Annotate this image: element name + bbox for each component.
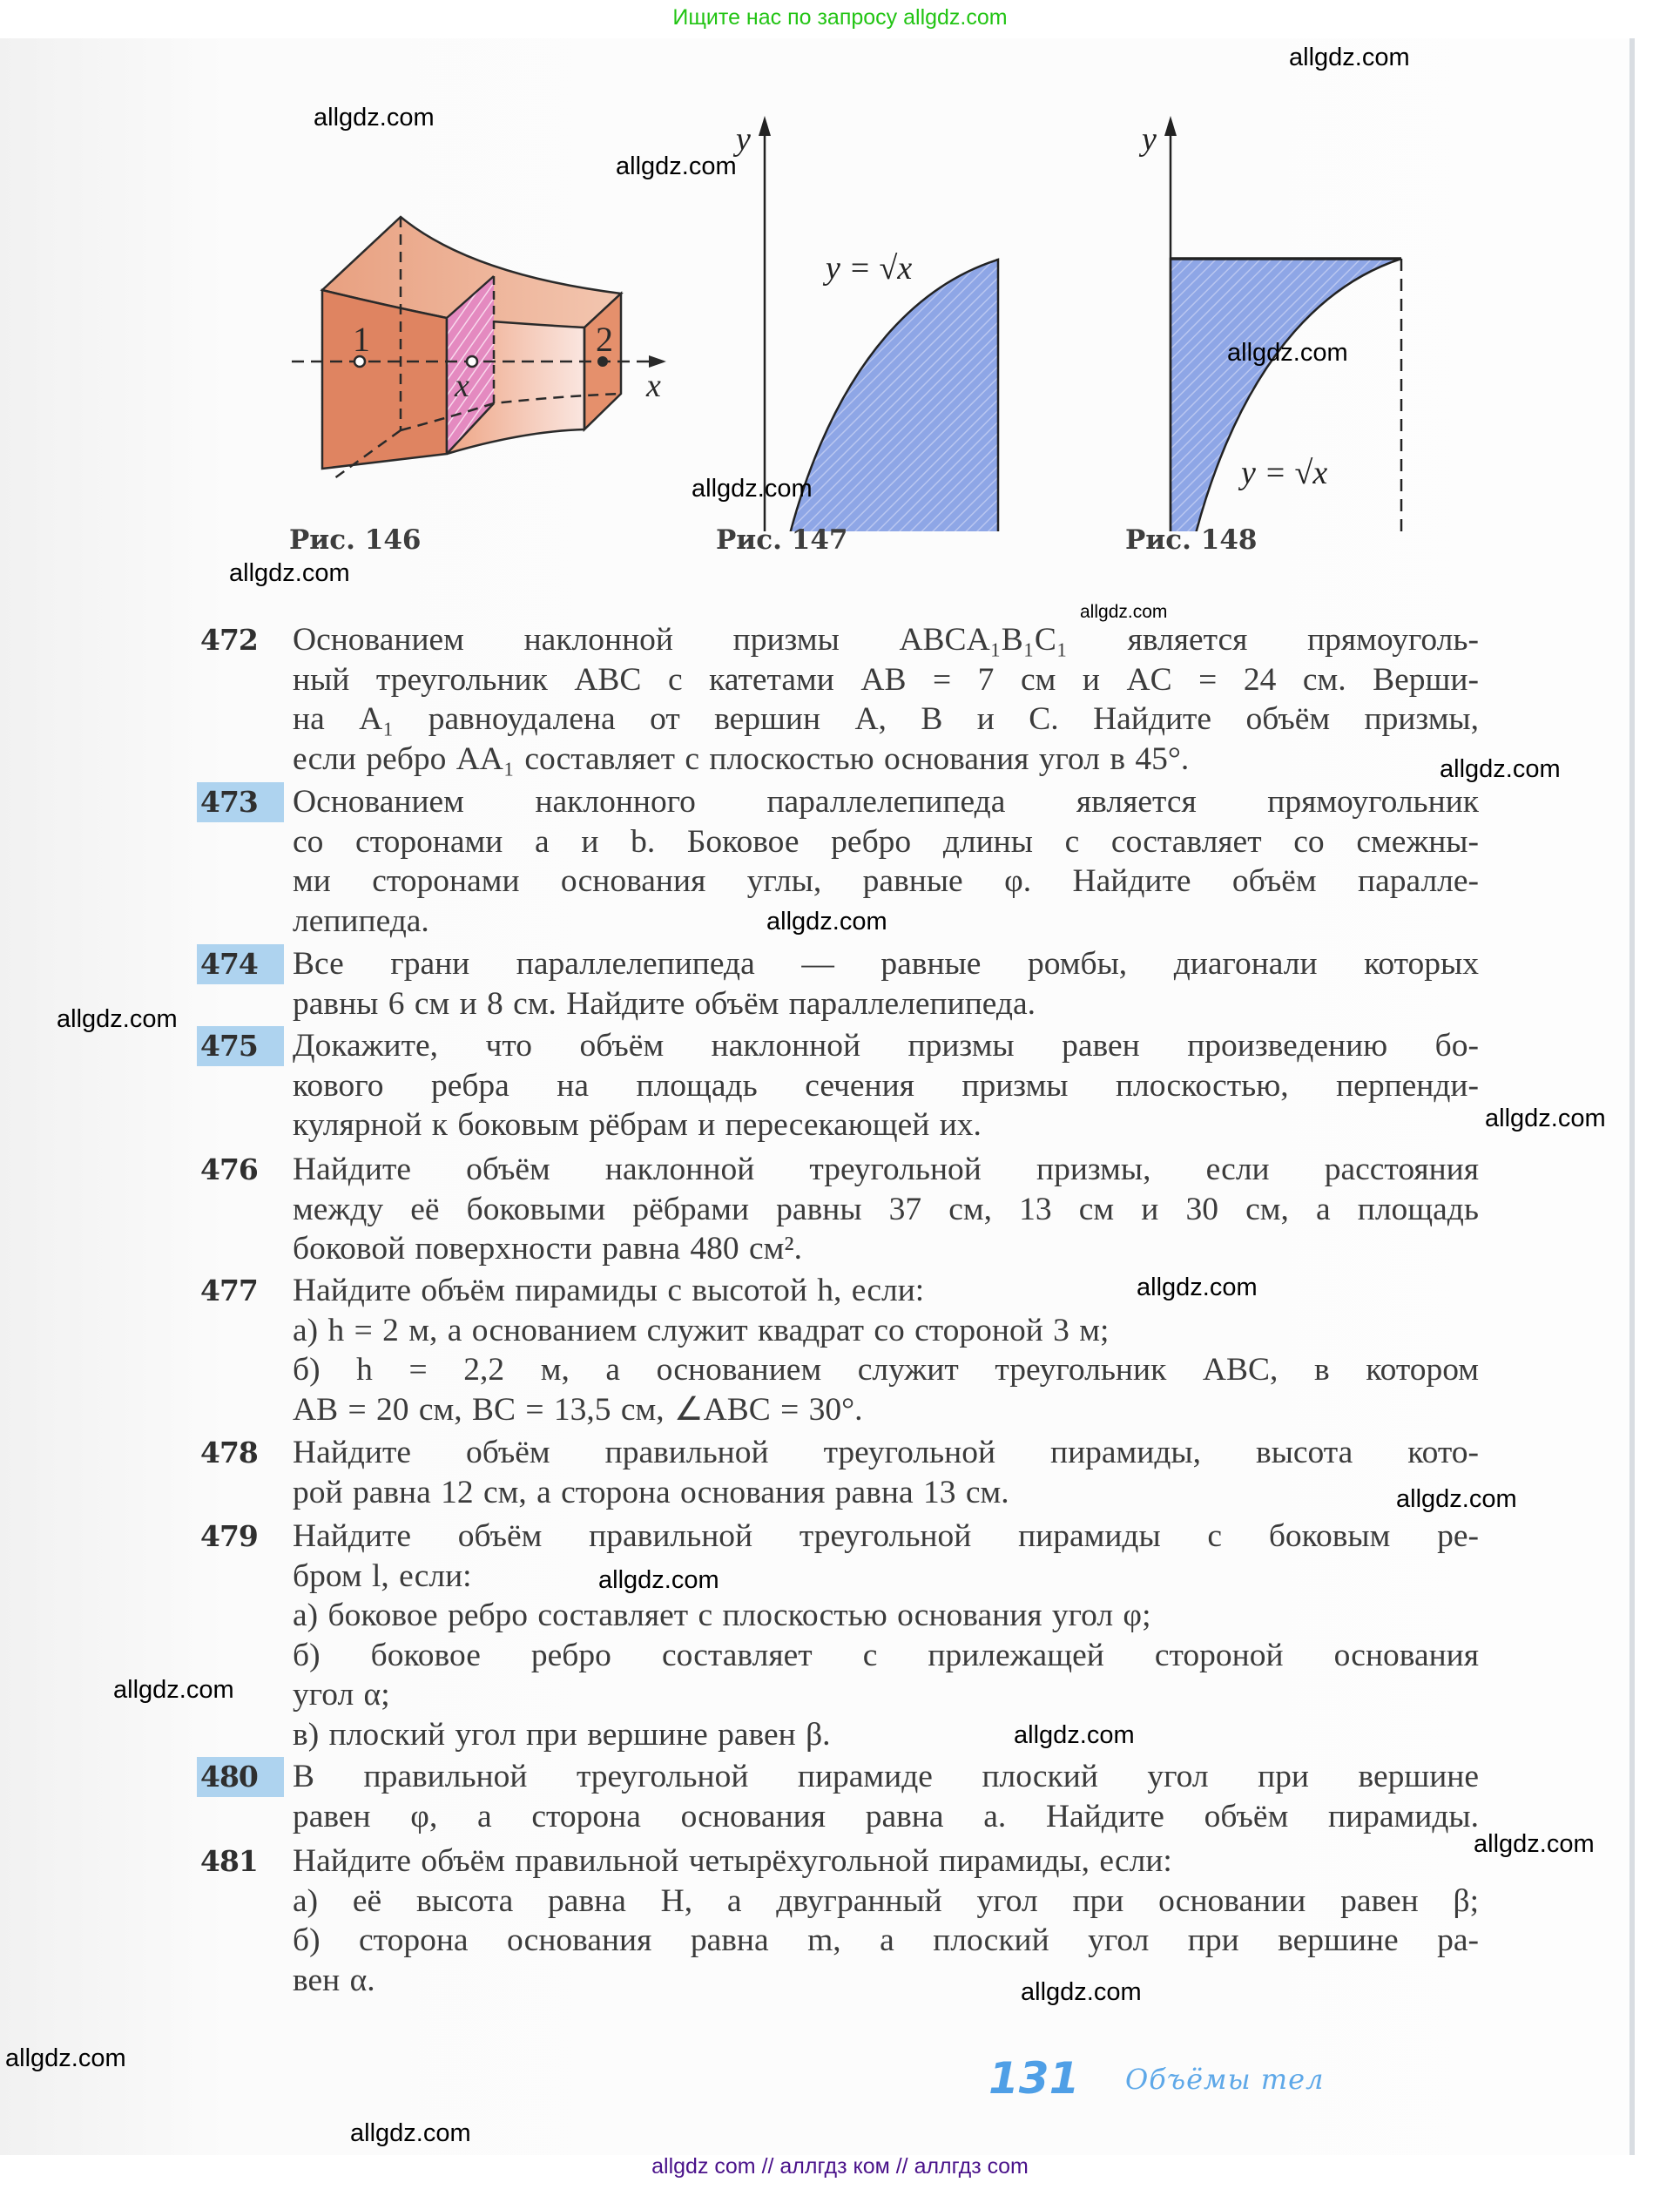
problem-481 [197, 1841, 1479, 2000]
problem-number: 478 [200, 1436, 258, 1469]
fig146-label-1: 1 [353, 320, 370, 359]
watermark: allgdz.com [1289, 44, 1410, 71]
watermark: allgdz.com [314, 104, 435, 132]
fig148-curve-label: y = √x [1241, 455, 1328, 491]
problem-line: на A₁ равноудалена от вершин A, B и C. Найдите объём призмы, [293, 701, 1479, 737]
problem-line: кулярной к боковым рёбрам и пересекающей их. [293, 1107, 982, 1143]
watermark: allgdz.com [1080, 602, 1168, 622]
watermark: allgdz.com [1474, 1830, 1595, 1858]
problem-line: Найдите объём правильной четырёхугольной пирамиды, если: [293, 1843, 1172, 1879]
watermark: allgdz.com [5, 2044, 126, 2072]
problem-line: б) боковое ребро составляет с прилежащей стороной основания [293, 1637, 1479, 1673]
problem-477 [197, 1271, 1479, 1429]
problem-line: между её боковыми рёбрами равны 37 см, 13 см и 30 см, а площадь [293, 1191, 1479, 1227]
problem-number: 474 [197, 944, 284, 984]
watermark: allgdz.com [1227, 339, 1348, 367]
fig147-y-label: y [736, 121, 751, 158]
watermark: allgdz.com [598, 1566, 719, 1594]
problem-line: Все грани параллелепипеда — равные ромбы, диагонали которых [293, 946, 1479, 982]
fig146-label-2: 2 [596, 320, 613, 359]
problem-line: рой равна 12 см, а сторона основания равна 13 см. [293, 1474, 1009, 1510]
problem-number: 479 [200, 1519, 258, 1553]
problem-line: если ребро AA₁ составляет с плоскостью основания угол в 45°. [293, 740, 1190, 777]
problem-line: боковой поверхности равна 480 см². [293, 1231, 803, 1267]
problem-number: 476 [200, 1152, 258, 1186]
watermark: allgdz.com [1137, 1274, 1258, 1301]
page-edge [1629, 38, 1635, 2155]
fig148-y-label: y [1142, 121, 1157, 158]
watermark: allgdz.com [1440, 755, 1561, 783]
problem-number: 475 [197, 1026, 284, 1066]
watermark: allgdz.com [766, 908, 887, 936]
watermark: allgdz.com [113, 1676, 234, 1704]
watermark: allgdz.com [57, 1005, 178, 1033]
problem-line: со сторонами a и b. Боковое ребро длины c составляет со смежны- [293, 823, 1479, 860]
problem-line: бром l, если: [293, 1557, 472, 1594]
problem-478 [197, 1433, 1479, 1512]
problem-line: Найдите объём наклонной треугольной призмы, если расстояния [293, 1152, 1479, 1187]
problem-line: Найдите объём правильной треугольной пирамиды, высота кото- [293, 1435, 1479, 1470]
bottom-banner: allgdz com // аллгдз ком // аллгдз com [651, 2154, 1029, 2179]
problem-line: В правильной треугольной пирамиде плоский угол при вершине [293, 1759, 1479, 1794]
fig147-curve-label: y = √x [826, 250, 913, 287]
problem-line: кового ребра на площадь сечения призмы плоскостью, перпенди- [293, 1067, 1479, 1104]
top-banner: Ищите нас по запросу allgdz.com [672, 5, 1008, 30]
problem-line: ный треугольник ABC с катетами AB = 7 см и AC = 24 см. Верши- [293, 661, 1479, 698]
problem-line: б) h = 2,2 м, а основанием служит треугольник ABC, в котором [293, 1352, 1479, 1388]
section-title: Объёмы тел [1125, 2063, 1325, 2096]
problem-475 [197, 1026, 1479, 1145]
fig146-axis-label: x [646, 368, 661, 404]
problem-line: Основанием наклонной призмы ABCA₁B₁C₁ является прямоуголь- [293, 622, 1479, 658]
problem-number: 480 [197, 1757, 284, 1797]
watermark: allgdz.com [229, 559, 350, 587]
problem-number: 473 [197, 782, 284, 822]
problem-line: ми сторонами основания углы, равные φ. Найдите объём паралле- [293, 863, 1479, 899]
problem-number: 472 [200, 623, 258, 657]
fig146-label-x: x [455, 368, 469, 404]
figure-148-graph [1097, 96, 1498, 531]
problem-line: AB = 20 см, BC = 13,5 см, ∠ABC = 30°. [293, 1391, 863, 1428]
problem-line: равны 6 см и 8 см. Найдите объём параллелепипеда. [293, 985, 1036, 1022]
problem-line: Докажите, что объём наклонной призмы равен произведению бо- [293, 1028, 1479, 1064]
problem-line: а) боковое ребро составляет с плоскостью основания угол φ; [293, 1598, 1151, 1633]
watermark: allgdz.com [1396, 1485, 1517, 1513]
problem-line: лепипеда. [293, 902, 429, 939]
watermark: allgdz.com [616, 152, 737, 180]
caption-fig146: Рис. 146 [289, 524, 422, 556]
problem-line: а) её высота равна H, а двугранный угол при основании равен β; [293, 1882, 1479, 1919]
watermark: allgdz.com [1021, 1978, 1142, 2006]
problem-line: вен α. [293, 1962, 375, 1998]
problem-line: в) плоский угол при вершине равен β. [293, 1716, 831, 1753]
problem-472 [197, 620, 1479, 779]
watermark: allgdz.com [350, 2119, 471, 2147]
problem-number: 477 [200, 1274, 258, 1307]
problem-479 [197, 1517, 1479, 1754]
problem-line: угол α; [293, 1677, 390, 1713]
problem-474 [197, 944, 1479, 1024]
figure-146-solid [0, 0, 784, 610]
problem-476 [197, 1150, 1479, 1269]
caption-fig148: Рис. 148 [1125, 524, 1258, 556]
caption-fig147: Рис. 147 [716, 524, 848, 556]
problem-line: а) h = 2 м, а основанием служит квадрат со стороной 3 м; [293, 1312, 1110, 1348]
problem-480 [197, 1757, 1479, 1836]
problem-line: б) сторона основания равна m, а плоский угол при вершине ра- [293, 1922, 1479, 1958]
page-number: 131 [988, 2053, 1080, 2104]
problem-line: Найдите объём пирамиды с высотой h, если: [293, 1273, 925, 1308]
figure-147-graph [697, 96, 1097, 531]
problem-line: Найдите объём правильной треугольной пирамиды с боковым ре- [293, 1518, 1479, 1554]
problem-line: Основанием наклонного параллелепипеда является прямоугольник [293, 784, 1479, 820]
watermark: allgdz.com [1485, 1105, 1606, 1132]
watermark: allgdz.com [1014, 1721, 1135, 1749]
problem-line: равен φ, а сторона основания равна a. Найдите объём пирамиды. [293, 1798, 1479, 1834]
watermark: allgdz.com [692, 475, 813, 503]
problem-number: 481 [200, 1844, 258, 1878]
